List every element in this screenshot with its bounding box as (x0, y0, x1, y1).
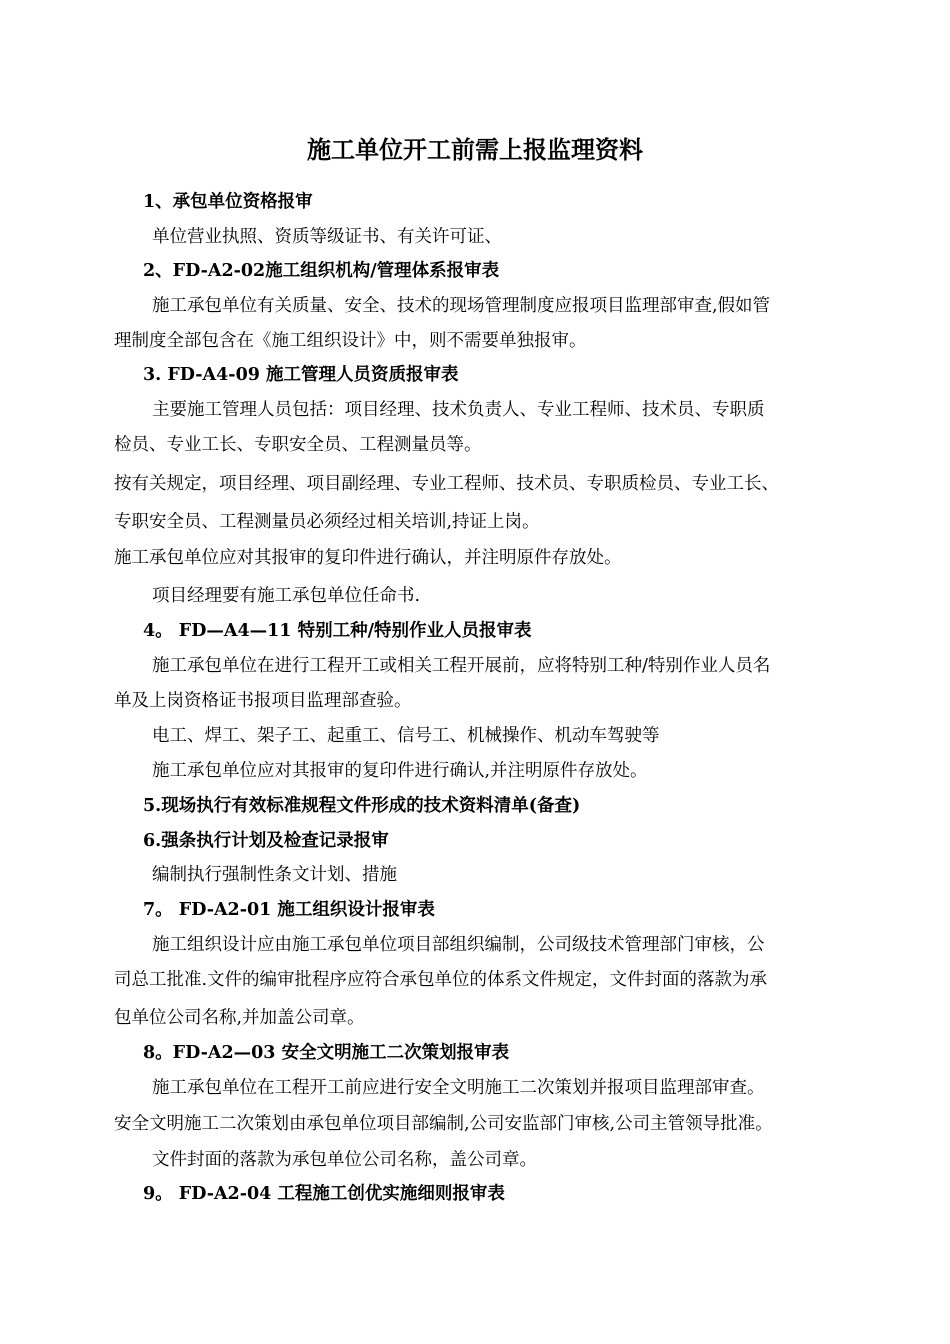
paragraph-line: 项目经理要有施工承包单位任命书. (152, 586, 421, 606)
paragraph-line: 施工承包单位在工程开工前应进行安全文明施工二次策划并报项目监理部审查。 (152, 1078, 765, 1098)
paragraph-line: 电工、焊工、架子工、起重工、信号工、机械操作、机动车驾驶等 (152, 726, 660, 746)
paragraph-line: 主要施工管理人员包括：项目经理、技术负责人、专业工程师、技术员、专职质 (152, 400, 765, 420)
section-heading-8: 8。FD-A2—03 安全文明施工二次策划报审表 (143, 1043, 510, 1063)
paragraph-line: 单及上岗资格证书报项目监理部查验。 (114, 691, 412, 711)
paragraph-line: 检员、专业工长、专职安全员、工程测量员等。 (114, 435, 482, 455)
paragraph-line: 施工承包单位应对其报审的复印件进行确认，并注明原件存放处。 (114, 548, 622, 568)
paragraph-line: 安全文明施工二次策划由承包单位项目部编制,公司安监部门审核,公司主管领导批准。 (114, 1114, 773, 1134)
section-heading-1: 1、承包单位资格报审 (143, 192, 313, 212)
section-heading-3: 3. FD-A4-09 施工管理人员资质报审表 (143, 365, 459, 385)
paragraph-line: 施工承包单位应对其报审的复印件进行确认,并注明原件存放处。 (152, 761, 648, 781)
section-heading-6: 6.强条执行计划及检查记录报审 (143, 831, 389, 851)
paragraph-line: 单位营业执照、资质等级证书、有关许可证、 (152, 227, 502, 247)
paragraph-line: 专职安全员、工程测量员必须经过相关培训,持证上岗。 (114, 512, 540, 532)
section-heading-2: 2、FD-A2-02施工组织机构/管理体系报审表 (143, 261, 500, 281)
section-heading-5: 5.现场执行有效标准规程文件形成的技术资料清单(备查) (143, 796, 581, 816)
section-heading-4: 4。 FD—A4—11 特别工种/特别作业人员报审表 (143, 621, 532, 641)
paragraph-line: 司总工批准.文件的编审批程序应符合承包单位的体系文件规定，文件封面的落款为承 (114, 970, 768, 990)
section-heading-9: 9。 FD-A2-04 工程施工创优实施细则报审表 (143, 1184, 505, 1204)
paragraph-line: 文件封面的落款为承包单位公司名称，盖公司章。 (152, 1150, 537, 1170)
document-title: 施工单位开工前需上报监理资料 (307, 135, 643, 164)
paragraph-line: 施工承包单位在进行工程开工或相关工程开展前，应将特别工种/特别作业人员名 (152, 656, 771, 676)
paragraph-line: 施工组织设计应由施工承包单位项目部组织编制，公司级技术管理部门审核，公 (152, 935, 765, 955)
paragraph-line: 包单位公司名称,并加盖公司章。 (114, 1008, 365, 1028)
section-heading-7: 7。 FD-A2-01 施工组织设计报审表 (143, 900, 435, 920)
paragraph-line: 按有关规定，项目经理、项目副经理、专业工程师、技术员、专职质检员、专业工长、 (114, 474, 779, 494)
paragraph-line: 施工承包单位有关质量、安全、技术的现场管理制度应报项目监理部审查,假如管 (152, 296, 771, 316)
paragraph-line: 编制执行强制性条文计划、措施 (152, 865, 397, 885)
paragraph-line: 理制度全部包含在《施工组织设计》中，则不需要单独报审。 (114, 331, 587, 351)
